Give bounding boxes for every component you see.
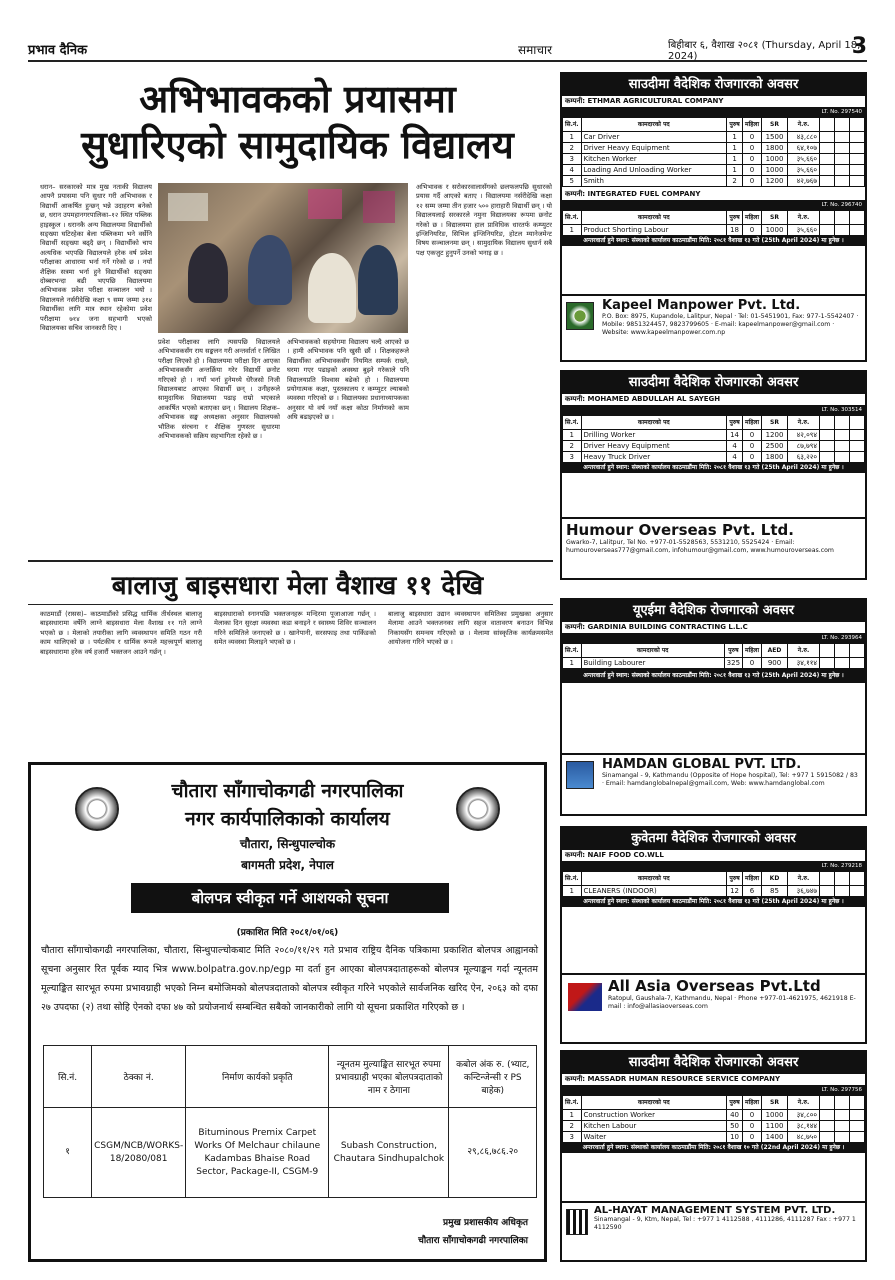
job-cell: 4 [727,452,743,463]
job-cell: Heavy Truck Driver [581,452,727,463]
table-row [563,165,865,176]
job-cell: 2500 [762,441,788,452]
job-cell: 0 [743,176,762,187]
job-cell: 0 [743,225,762,236]
story1-column-2: प्रवेश परीक्षाका लागि त्यसपछि विद्यालयले अभिभावकसँग राय सङ्कलन गरी अन्तर्वार्ता र लिखित परीक्षा लिएको हो । विद्यालयमा परीक्षा दिन आएका अभिभावकसँग अन्तर्क्रिया गरेर विद्यार्थी छनोट गरिएको हो । नयाँ भर्ना हुनेमध्ये धेरैजसो निजी विद्यालयबाट आएका विद्यार्थी छन् । उनीहरूले सामुदायिक विद्यालयमा पढाइ राम्रो भएकाले आकर्षित भएको बताएका छन् । विद्यालय शिक्षक–अभिभावक सङ्घ अध्यक्षका अनुसार विद्यालयको भौतिक संरचना र शैक्षिक गुणस्तर सुधारमा अभिभावकको सक्रिय सहभागिता रहेको छ । [158,338,280,441]
job-cell: 1 [563,132,582,143]
table-row [44,1108,537,1198]
jobs-table: सि.नं. कामदारको पद पुरुष महिला AED ने.रु. 1 Building Labourer 325 0 900 ३४,११४ [562,643,865,669]
job-ad-al-hayat [560,1050,867,1262]
tender-table [43,1045,537,1198]
ad-fine-print [562,473,865,517]
story2-column-2: बाइसधाराको स्नानपछि भक्तजनहरू मन्दिरमा पूजाआजा गर्छन् । मेलाका दिन सुरक्षा व्यवस्था कडा बनाइने र स्वास्थ्य शिविर सञ्चालन गरिने समितिले जनाएको छ । खानेपानी, सरसफाइ तथा पार्किङको समेत व्यवस्था मिलाइने भएको छ । [214,610,376,647]
job-cell: Construction Worker [581,1110,727,1121]
tender-province: बागमती प्रदेश, नेपाल [241,858,334,872]
jobs-table: सि.नं. कामदारको पद पुरुष महिला SR ने.रु. 1 Construction Worker 40 0 1000 ३४,८०० 2 Kitchen Labour 50 0 1100 ३८,१४४ 3 Waiter 10 0 1400 ४८,७५० [562,1095,865,1143]
job-cell: 2 [563,441,582,452]
job-cell: 1200 [762,176,788,187]
table-row [563,176,865,187]
tender-notice [28,762,547,1262]
table-row [563,441,865,452]
story1-column-3: अभिभावकको सहयोगमा विद्यालय चल्दै आएको छ । हामी अभिभावक पनि खुसी छौं । शिक्षकहरूले विद्यार्थीका अभिभावकसँग नियमित सम्पर्क राख्ने, घरमा गएर पढाइको अवस्था बुझ्ने गरेकाले पनि विद्यालयप्रति विश्वास बढेको हो । विद्यालयमा प्रयोगात्मक कक्षा, पुस्तकालय र कम्प्युटर ल्याबको व्यवस्था गरिएको छ । विद्यालयका प्रधानाध्यापकका अनुसार यो वर्ष नयाँ कक्षा कोठा निर्माणको काम अघि बढाइएको छ । [287,338,409,422]
job-cell: 1800 [762,452,788,463]
job-cell: 3 [563,1132,582,1143]
job-cell: 325 [724,658,742,669]
job-cell: 1000 [762,154,788,165]
job-cell: 1 [563,886,582,897]
divider [28,560,553,562]
ad-company: कम्पनी: GARDINIA BUILDING CONTRACTING L.L.C [562,622,865,634]
agency-address: Gwarko-7, Lalitpur, Tel No. +977-01-5528563, 5531210, 5525424 · Email: humouroverseas777@gmail.com, infohumour@gmail.com, www.humouroverseas.com [566,539,834,554]
job-cell: Loading And Unloading Worker [581,165,727,176]
job-cell: 50 [727,1121,743,1132]
job-cell: 2 [563,143,582,154]
table-row [563,225,865,236]
ad-company: कम्पनी: MOHAMED ABDULLAH AL SAYEGH [562,394,865,406]
job-cell: ६३,२२० [788,452,820,463]
job-cell: Kitchen Worker [581,154,727,165]
tender-col-header: कबोल अंक रु. (भ्याट, कन्टिन्जेन्सी र PS बाहेक) [449,1046,537,1108]
job-cell: ४२,७६७ [788,176,820,187]
job-cell: Drilling Worker [581,430,727,441]
story1-headline-line2: सुधारिएको सामुदायिक विद्यालय [81,123,514,167]
tender-body: चौतारा साँगाचोकगढी नगरपालिका, चौतारा, सिन्धुपाल्चोकबाट मिति २०८०/११/२९ गते प्रभाव राष्ट्रिय दैनिक पत्रिकामा प्रकाशित बोलपत्र आह्वानको सूचना अनुसार रित पूर्वक म्याद भित्र www.bolpatra.gov.np/egp मा दर्ता हुन आएका बोलपत्रदाताहरूको बोलपत्र मूल्याङ्कन गर्दा न्यूनतम मूल्याङ्कित सारभूत रुपमा प्रभावग्राही भएको निम्न बमोजिमको बोलपत्रदाताको बोलपत्र स्वीकृत गरिने भएकोले सार्वजनिक खरिद ऐन, २०६३ को दफा २७ उपदफा (२) तथा सोहि ऐनको दफा ४७ को प्रयोजनार्थ सम्बन्धित सबैको जानकारीको लागि यो सूचना प्रकाशित गरिएको छ । [41,945,538,1013]
ad-title: साउदीमा वैदेशिक रोजगारको अवसर [562,1052,865,1074]
job-cell: 1200 [762,430,788,441]
job-cell: 2 [727,176,743,187]
job-cell: ३४,८०० [788,1110,820,1121]
job-cell: 0 [743,132,762,143]
agency-name: Humour Overseas Pvt. Ltd. [566,521,794,539]
ad-title: यूएईमा वैदेशिक रोजगारको अवसर [562,600,865,622]
tender-cell: Bituminous Premix Carpet Works Of Melchaur chilaune Kadambas Bhaise Road Sector, Package-II, CSGM-9 [186,1108,329,1198]
job-cell: 0 [743,430,762,441]
agency-name: HAMDAN GLOBAL PVT. LTD. [602,757,802,772]
ad-lt-number: LT. No. 297540 [821,109,862,115]
interview-notice: अन्तरवार्ता हुने स्थान: संस्थाको कार्यालय काठमाडौंमा मिति: २०८१ वैशाख १० गते (22nd April 2024) मा हुनेछ । [562,1143,865,1153]
story2-column-3: बालाजु बाइसधारा उद्यान व्यवस्थापन समितिका प्रमुखका अनुसार मेलामा आउने भक्तजनका लागि सहज वातावरण बनाउन विभिन्न निकायसँग समन्वय गरिएको छ । मेलामा सांस्कृतिक कार्यक्रमसमेत आयोजना गरिने भएको छ । [388,610,553,647]
jobs-table: सि.नं. कामदारको पद पुरुष महिला SR ने.रु. 1 Car Driver 1 0 1500 ४३,८८० 2 Driver Heavy Equipment 1 0 1800 ६४,१०७ 3 Kitchen Worker 1 0 1000 ३५,६६० 4 Loading And Unloading Worker 1 0 1000 ३५,६६० 5 Smith 2 0 1200 ४२,७६७ [562,117,865,187]
job-cell: 1800 [762,143,788,154]
masthead [28,34,867,62]
job-ad-kapeel [560,72,867,362]
interview-notice: अन्तरवार्ता हुने स्थान: संस्थाको कार्यालय काठमाडौंमा मिति: २०८१ वैशाख १३ गते (25th April 2024) मा हुनेछ । [562,236,865,246]
tender-col-header: सि.नं. [44,1046,92,1108]
table-row [563,1121,865,1132]
ad-title: साउदीमा वैदेशिक रोजगारको अवसर [562,372,865,394]
agency-address: P.O. Box: 8975, Kupandole, Lalitpur, Nepal · Tel: 01-5451901, Fax: 977-1-5542407 · Mobile: 9851324457, 9823799605 · E-mail: kapeelmanpower@gmail.com · Website: www.kapeelmanpower.com.np [602,313,859,336]
ad-lt-number: LT. No. 297756 [821,1087,862,1093]
table-row [563,132,865,143]
tender-cell: Subash Construction, Chautara Sindhupalchok [329,1108,449,1198]
ad-company: कम्पनी: INTEGRATED FUEL COMPANY [562,189,865,201]
job-cell: 0 [743,165,762,176]
tender-col-header: निर्माण कार्यको प्रकृति [186,1046,329,1108]
ad-company: कम्पनी: ETHMAR AGRICULTURAL COMPANY [562,96,865,108]
job-cell: 4 [563,165,582,176]
job-cell: 4 [727,441,743,452]
agency-name: AL-HAYAT MANAGEMENT SYSTEM PVT. LTD. [594,1205,836,1216]
job-cell: 1 [727,154,743,165]
agency-address: Ratopul, Gaushala-7, Kathmandu, Nepal · Phone +977-01-4621975, 4621918 E-mail : info@allasiaoverseas.com [608,995,856,1010]
job-cell: ६४,१०७ [788,143,820,154]
job-cell: 0 [743,154,762,165]
table-row [563,154,865,165]
job-cell: 1 [563,225,582,236]
page-number: 3 [851,34,867,59]
table-row [563,658,865,669]
ad-fine-print [562,1153,865,1201]
job-cell: 1 [727,165,743,176]
tender-cell: १ [44,1108,92,1198]
tender-office-1: चौतारा साँगाचोकगढी नगरपालिका [171,780,404,802]
job-cell: ३६,७४७ [788,886,820,897]
job-cell: Waiter [581,1132,727,1143]
story2-column-1: काठमाडौं (रासस)– काठमाडौंको प्रसिद्ध धार्मिक तीर्थस्थल बालाजु बाइसधारामा वर्षेनि लाग्ने बाइसधारा मेला वैशाख ११ गते लाग्ने भएको छ । मेलाको तयारीका लागि व्यवस्थापन समिति गठन गरी काम थालिएको छ । पर्यटकीय र धार्मिक रूपले महत्त्वपूर्ण बालाजु बाइसधारामा हरेक वर्ष हजारौं भक्तजन आउने गर्छन् । [40,610,202,656]
job-cell: 3 [563,452,582,463]
job-cell: 1 [727,143,743,154]
job-cell: 1100 [762,1121,788,1132]
section-name: समाचार [518,42,553,57]
job-cell: ४३,८८० [788,132,820,143]
story2-headline: बालाजु बाइसधारा मेला वैशाख ११ देखि [111,571,484,601]
job-cell: 0 [743,143,762,154]
agency-block [562,973,865,1023]
tender-title: बोलपत्र स्वीकृत गर्ने आशयको सूचना [131,883,449,913]
job-cell: 0 [743,1132,762,1143]
tender-signatory-2: चौतारा साँगाचोकगढी नगरपालिका [418,1236,528,1246]
ad-fine-print [562,683,865,753]
job-cell: 1 [563,1110,582,1121]
job-cell: Driver Heavy Equipment [581,441,727,452]
table-row [563,1132,865,1143]
paper-name: प्रभाव दैनिक [28,43,88,58]
story1-headline-line1: अभिभावकको प्रयासमा [139,77,456,121]
agency-name: All Asia Overseas Pvt.Ltd [608,977,821,995]
job-cell: 0 [743,1121,762,1132]
job-cell: 900 [762,658,788,669]
job-cell: ४८,७५० [788,1132,820,1143]
job-ad-hamdan [560,598,867,816]
table-row [563,886,865,897]
ad-lt-number: LT. No. 279218 [821,863,862,869]
job-cell: 0 [743,452,762,463]
jobs-table: सि.नं. कामदारको पद पुरुष महिला KD ने.रु. 1 CLEANERS (INDOOR) 12 6 85 ३६,७४७ [562,871,865,897]
agency-address: Sinamangal - 9, Kathmandu (Opposite of Hope hospital), Tel: +977 1 5915082 / 83 · Email: hamdanglobalnepal@gmail.com, Web: www.hamdanglobal.com [602,772,858,787]
ad-company: कम्पनी: NAIF FOOD CO.WLL [562,850,865,862]
tender-col-header: न्यूनतम मुल्याङ्कित सारभूत रुपमा प्रभावग्राही भएका बोलपत्रदाताको नाम र ठेगाना [329,1046,449,1108]
job-cell: 14 [727,430,743,441]
job-ad-humour [560,370,867,580]
job-cell: Driver Heavy Equipment [581,143,727,154]
agency-block [562,753,865,801]
job-cell: 1000 [762,225,788,236]
job-cell: ८७,७९४ [788,441,820,452]
ad-title: कुवेतमा वैदेशिक रोजगारको अवसर [562,828,865,850]
job-cell: 10 [727,1132,743,1143]
job-cell: ३४,११४ [788,658,820,669]
agency-block [562,517,865,567]
ad-company: कम्पनी: MASSADR HUMAN RESOURCE SERVICE COMPANY [562,1074,865,1086]
job-cell: 1400 [762,1132,788,1143]
agency-name: Kapeel Manpower Pvt. Ltd. [602,298,801,313]
tender-place: चौतारा, सिन्धुपाल्चोक [239,837,336,851]
tender-col-header: ठेक्का नं. [92,1046,186,1108]
tender-cell: २९,८६,७८६.२० [449,1108,537,1198]
job-cell: ३५,६६० [788,154,820,165]
job-cell: 3 [563,154,582,165]
job-cell: 2 [563,1121,582,1132]
job-cell: Kitchen Labour [581,1121,727,1132]
agency-block [562,1201,865,1245]
job-cell: ३५,६६० [788,225,820,236]
job-cell: CLEANERS (INDOOR) [581,886,727,897]
tender-pub-date: (प्रकाशित मिति २०८१/०१/०६) [236,928,339,938]
job-cell: Product Shorting Labour [581,225,727,236]
job-cell: 0 [743,441,762,452]
ad-fine-print [562,246,865,294]
job-cell: 18 [727,225,743,236]
job-cell: ३८,१४४ [788,1121,820,1132]
job-cell: 1000 [762,1110,788,1121]
story1-column-4: अभिभावक र सरोकारवालासँगको छलफलपछि सुधारको प्रयास गर्दै आएको बताए । विद्यालयमा नर्सरीदेखि कक्षा १२ सम्म जम्मा तीन हजार ५०० हाराहारी विद्यार्थी छन् । यो विद्यालयलाई सरकारले नमुना विद्यालयका रूपमा छनोट गरेको छ । विद्यालयमा हाल प्राविधिक धारतर्फ कम्प्युटर इन्जिनियरिङ, सिभिल इन्जिनियरिङ, होटल म्यानेजमेन्ट विषय सञ्चालनमा छन् । सामुदायिक विद्यालय सुधार्न सबै पक्ष एकजुट हुनुपर्ने उनको भनाइ छ । [416,183,552,257]
job-cell: 85 [762,886,788,897]
job-cell: 40 [727,1110,743,1121]
ad-fine-print [562,907,865,973]
job-cell: 1500 [762,132,788,143]
interview-notice: अन्तरवार्ता हुने स्थान: संस्थाको कार्यालय काठमाडौंमा मिति: २०८१ वैशाख १३ गते (25th April 2024) मा हुनेछ । [562,669,865,683]
job-ad-all-asia [560,826,867,1044]
divider [28,604,553,605]
tender-office-2: नगर कार्यपालिकाको कार्यालय [185,808,390,830]
ad-lt-number: LT. No. 303514 [821,407,862,413]
job-cell: 6 [743,886,762,897]
job-cell: 1 [727,132,743,143]
issue-date: बिहीबार ६, वैशाख २०८१ (Thursday, April 18, 2024) [668,39,861,62]
ad-lt-number: LT. No. 293964 [821,635,862,641]
job-cell: Building Labourer [581,658,724,669]
table-row [563,452,865,463]
job-cell: ४२,०९४ [788,430,820,441]
hamdan-logo-icon [566,761,594,789]
job-cell: Car Driver [581,132,727,143]
job-cell: 5 [563,176,582,187]
table-row [563,430,865,441]
interview-notice: अन्तरवार्ता हुने स्थान: संस्थाको कार्यालय काठमाडौंमा मिति: २०८१ वैशाख १३ गते (25th April 2024) मा हुनेछ । [562,897,865,907]
table-row [563,143,865,154]
tender-cell: CSGM/NCB/WORKS-18/2080/081 [92,1108,186,1198]
ad-lt-number: LT. No. 296740 [821,202,862,208]
interview-notice: अन्तरवार्ता हुने स्थान: संस्थाको कार्यालय काठमाडौंमा मिति: २०८१ वैशाख १३ गते (25th April 2024) मा हुनेछ । [562,463,865,473]
job-cell: 1 [563,430,582,441]
agency-block [562,294,865,354]
palm-logo-icon [566,302,594,330]
al-hayat-logo-icon [566,1209,588,1235]
all-asia-logo-icon [568,983,602,1011]
story1-column-1: धरान– सरकारको मात्र मुख नताकी विद्यालय आफ्नै प्रयासमा पनि सुधार गरी अभिभावक र विद्यार्थी आकर्षित हुन्छन् भन्ने उदाहरण बनेको छ, धरान उपमहानगरपालिका–१२ स्थित पब्लिक हाइस्कुल । धरानकै अन्य विद्यालयमा विद्यार्थीको सङ्ख्या घटिरहेका बेला पब्लिकमा भने वर्सेनि विद्यार्थी सङ्ख्या बढ्दै छन् । विद्यार्थीको चाप अत्यधिक भएपछि विद्यालयले हरेक वर्ष प्रवेश परीक्षाका आधारमा भर्ना गर्ने गरेको छ । नयाँ शैक्षिक सत्रमा भर्ना हुने विद्यार्थीको सङ्ख्या दोब्बरभन्दा बढी भएपछि विद्यालयमा अभिभावक प्रवेश परीक्षा सञ्चालन भयो । विद्यालयले नर्सरीदेखि कक्षा ९ सम्म जम्मा ३१४ विद्यार्थीका लागि मात्र स्थान रहेकोमा प्रवेश परीक्षामा ७१४ जना सहभागी भएको विद्यालयका सचिव जानकारी दिए । [40,183,152,333]
job-cell: ३५,६६० [788,165,820,176]
job-cell: Smith [581,176,727,187]
job-cell: 0 [743,658,762,669]
jobs-table: सि.नं. कामदारको पद पुरुष महिला SR ने.रु. 1 Drilling Worker 14 0 1200 ४२,०९४ 2 Driver Heavy Equipment 4 0 2500 ८७,७९४ 3 Heavy Truck Driver 4 0 1800 ६३,२२० [562,415,865,463]
ad-title: साउदीमा वैदेशिक रोजगारको अवसर [562,74,865,96]
job-cell: 1000 [762,165,788,176]
school-students-photo [158,183,408,333]
job-cell: 0 [743,1110,762,1121]
tender-signatory-1: प्रमुख प्रशासकीय अधिकृत [442,1218,528,1228]
job-cell: 12 [727,886,743,897]
agency-address: Sinamangal - 9, Ktm, Nepal, Tel : +977 1 4112588 , 4111286, 4111287 Fax : +977 1 4112590 [594,1216,856,1231]
table-row [563,1110,865,1121]
job-cell: 1 [563,658,582,669]
jobs-table: सि.नं. कामदारको पद पुरुष महिला SR ने.रु. 1 Product Shorting Labour 18 0 1000 ३५,६६० [562,210,865,236]
